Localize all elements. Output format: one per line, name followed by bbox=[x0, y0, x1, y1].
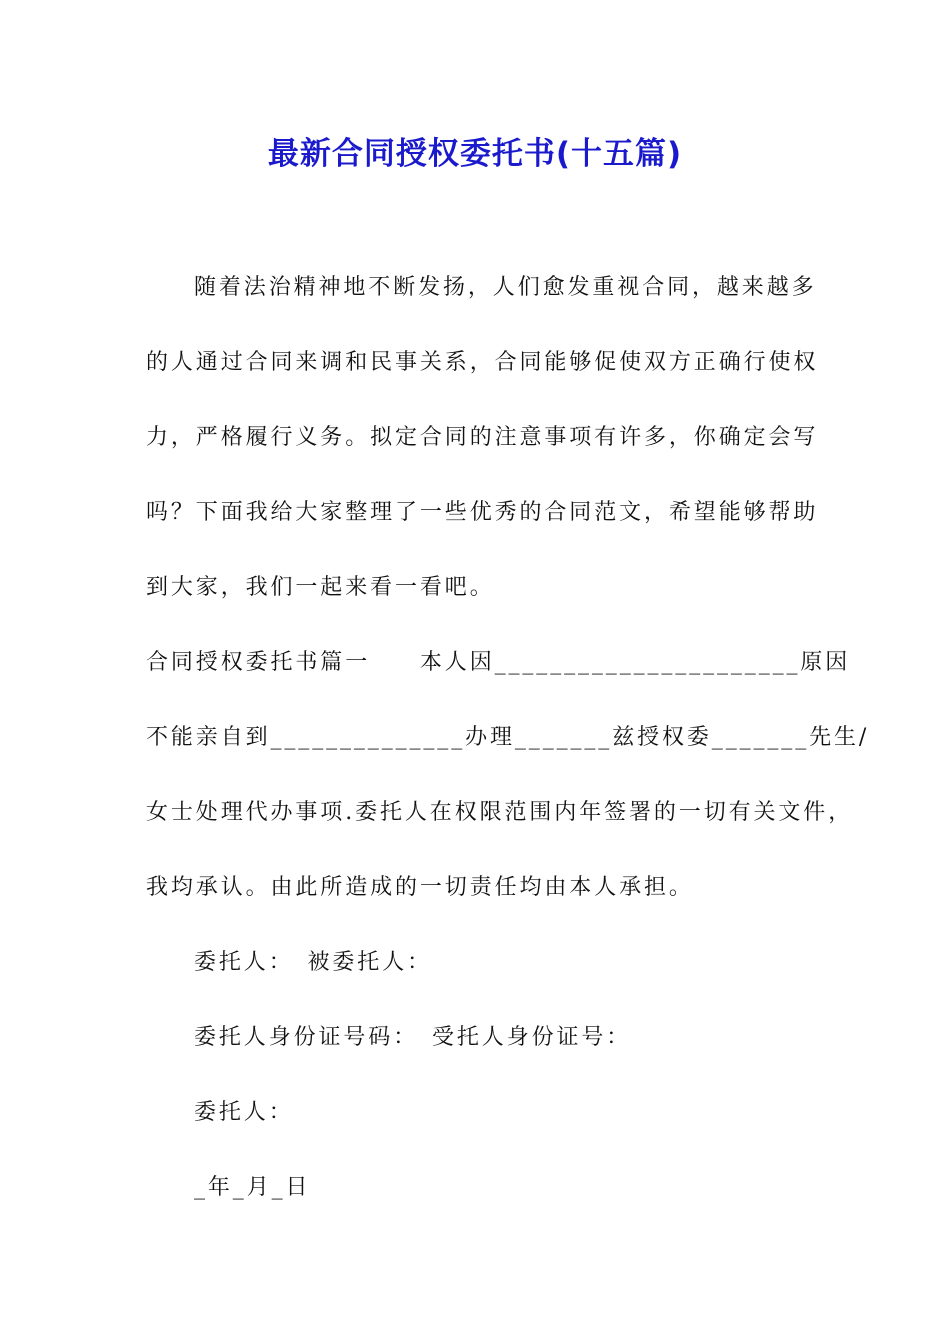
paragraph-line: 吗？下面我给大家整理了一些优秀的合同范文，希望能够帮助 bbox=[146, 500, 819, 525]
paragraph-line: 的人通过合同来调和民事关系，合同能够促使双方正确行使权 bbox=[146, 350, 819, 375]
signature-line: 委托人： 被委托人： bbox=[194, 950, 433, 975]
paragraph-line: 不能亲自到______________办理_______兹授权委_______先生/ bbox=[146, 725, 870, 750]
paragraph-line: 力，严格履行义务。拟定合同的注意事项有许多，你确定会写 bbox=[146, 425, 819, 450]
paragraph-line: 女士处理代办事项.委托人在权限范围内年签署的一切有关文件， bbox=[146, 800, 854, 825]
section-heading-line: 合同授权委托书篇一 本人因______________________原因 bbox=[146, 650, 851, 675]
id-number-line: 委托人身份证号码： 受托人身份证号： bbox=[194, 1025, 632, 1050]
document-title: 最新合同授权委托书(十五篇) bbox=[267, 136, 683, 172]
paragraph-line: 我均承认。由此所造成的一切责任均由本人承担。 bbox=[146, 875, 694, 900]
paragraph-line: 到大家，我们一起来看一看吧。 bbox=[146, 575, 495, 600]
date-line: _年_月_日 bbox=[194, 1175, 311, 1200]
signature-line: 委托人： bbox=[194, 1100, 294, 1125]
paragraph-line: 随着法治精神地不断发扬，人们愈发重视合同，越来越多 bbox=[194, 275, 817, 300]
